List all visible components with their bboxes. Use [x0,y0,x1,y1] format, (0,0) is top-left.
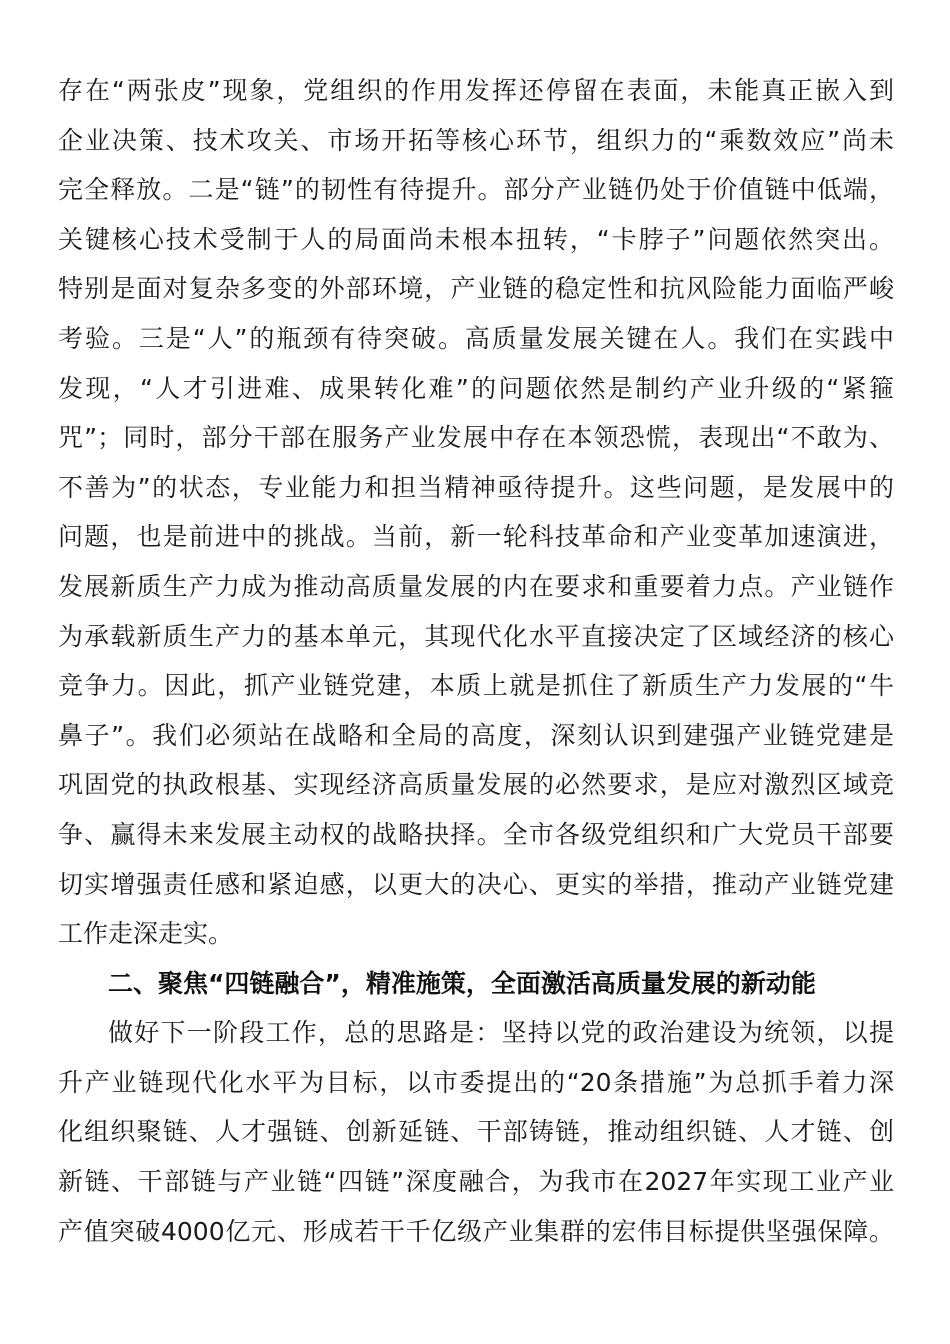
body-line: 咒”；同时，部分干部在服务产业发展中存在本领恐慌，表现出“不敢为、 [58,423,894,453]
body-line: 发展新质生产力成为推动高质量发展的内在要求和重要着力点。产业链作 [58,571,894,601]
body-line: 企业决策、技术攻关、市场开拓等核心环节，组织力的“乘数效应”尚未 [58,125,894,155]
document-body [58,66,894,1256]
body-line: 考验。三是“人”的瓶颈有待突破。高质量发展关键在人。我们在实践中 [58,323,894,353]
body-line: 为承载新质生产力的基本单元，其现代化水平直接决定了区域经济的核心 [58,621,894,651]
body-line: 竞争力。因此，抓产业链党建，本质上就是抓住了新质生产力发展的“牛 [58,671,894,701]
body-line: 巩固党的执政根基、实现经济高质量发展的必然要求，是应对激烈区域竞 [58,770,894,800]
body-line: 问题，也是前进中的挑战。当前，新一轮科技革命和产业变革加速演进， [58,522,894,552]
body-line: 升产业链现代化水平为目标，以市委提出的“20条措施”为总抓手着力深 [58,1067,894,1097]
body-line-last: 工作走深走实。 [58,919,234,949]
body-line: 发现，“人才引进难、成果转化难”的问题依然是制约产业升级的“紧箍 [58,373,894,403]
body-line: 存在“两张皮”现象，党组织的作用发挥还停留在表面，未能真正嵌入到 [58,76,894,105]
body-line: 新链、干部链与产业链“四链”深度融合，为我市在2027年实现工业产业 [58,1167,894,1197]
body-line: 化组织聚链、人才强链、创新延链、干部铸链，推动组织链、人才链、创 [58,1117,894,1147]
body-line: 争、赢得未来发展主动权的战略抉择。全市各级党组织和广大党员干部要 [58,819,894,849]
body-line: 完全释放。二是“链”的韧性有待提升。部分产业链仍处于价值链中低端， [58,175,894,205]
paragraph-first-line: 做好下一阶段工作，总的思路是：坚持以党的政治建设为统领，以提 [108,1018,894,1048]
body-line: 鼻子”。我们必须站在战略和全局的高度，深刻认识到建强产业链党建是 [58,720,894,750]
body-line: 产值突破4000亿元、形成若干千亿级产业集群的宏伟目标提供坚强保障。 [58,1216,894,1246]
section-heading: 二、聚焦“四链融合”，精准施策，全面激活高质量发展的新动能 [108,968,816,998]
body-line: 关键核心技术受制于人的局面尚未根本扭转，“卡脖子”问题依然突出。 [58,224,894,254]
body-line: 切实增强责任感和紧迫感，以更大的决心、更实的举措，推动产业链党建 [58,869,894,899]
body-line: 不善为”的状态，专业能力和担当精神亟待提升。这些问题，是发展中的 [58,472,894,502]
body-line: 特别是面对复杂多变的外部环境，产业链的稳定性和抗风险能力面临严峻 [58,274,894,304]
